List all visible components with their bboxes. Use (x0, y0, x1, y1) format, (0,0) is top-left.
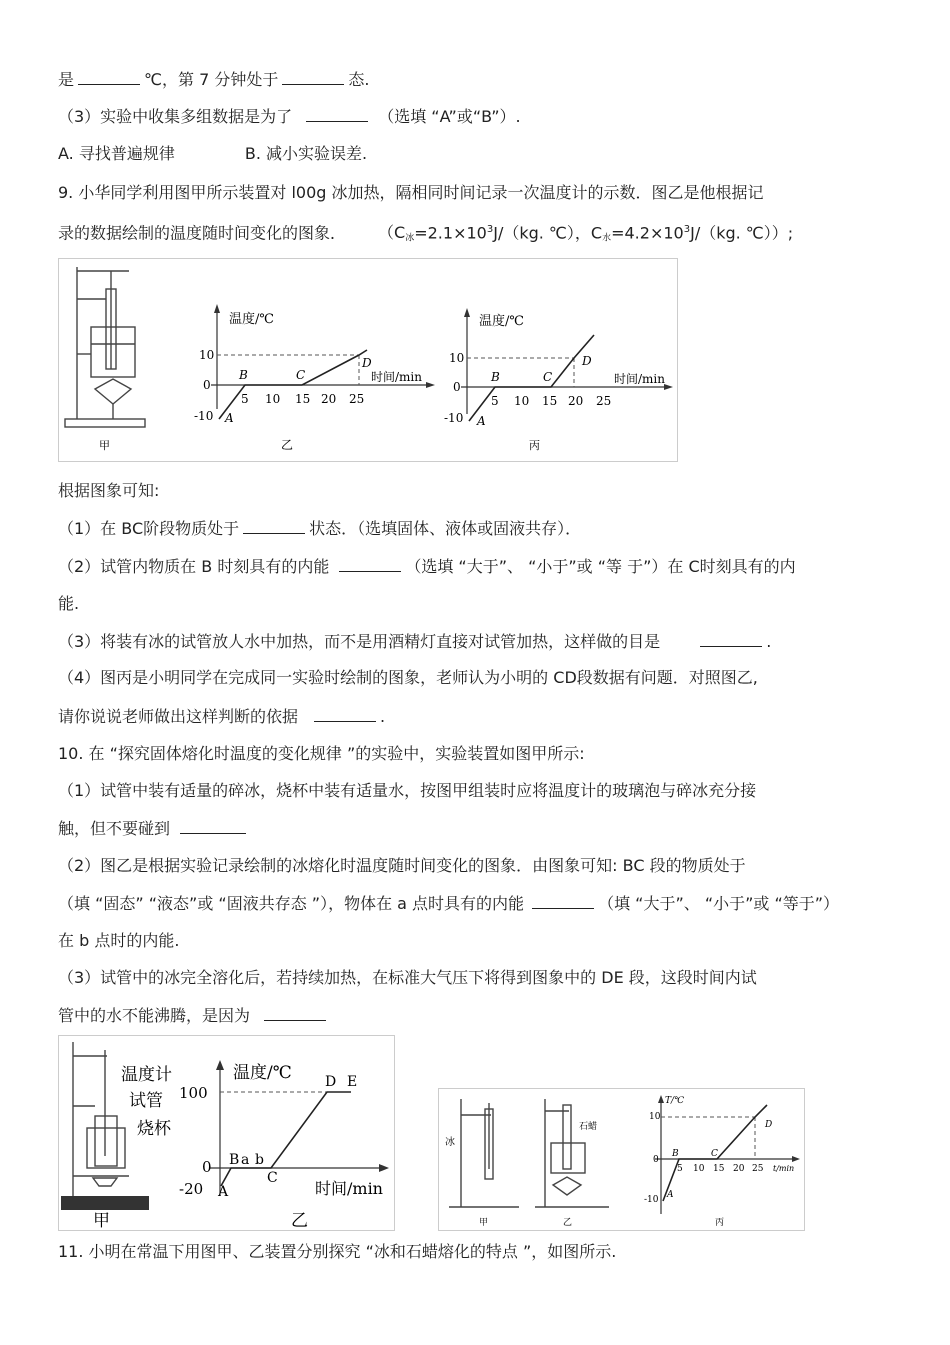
x-tick: 5 (491, 394, 499, 408)
chart-bing (444, 308, 673, 428)
y-axis-label: 温度/℃ (479, 314, 524, 329)
label-wax: 石蜡 (579, 1122, 598, 1132)
point-label-D: D (325, 1074, 337, 1090)
q10-sub2-cont2: 在 b 点时的内能. (58, 931, 180, 950)
x-tick: 20 (321, 392, 337, 406)
q9-sub2: （2）试管内物质在 B 时刻具有的内能 （选填 “大于”、 “小于”或 “等 于”）在 C时刻具有的内 (58, 557, 796, 576)
q9-stem-2: 录的数据绘制的温度随时间变化的图象． （$C_冰=2.1\times 10^3J/(kg$. ℃），$C_水=4.2\times 10^3J/(kg$. ℃））; (58, 223, 794, 244)
label-bing: 丙 (715, 1218, 725, 1228)
label-ice: 冰 (445, 1137, 455, 1148)
point-label-b: b (255, 1152, 264, 1168)
y-tick: -10 (644, 1195, 659, 1205)
x-tick: 10 (265, 392, 281, 406)
q9-sub4-cont: 请你说说老师做出这样判断的依据 . (58, 707, 386, 726)
point-label-E: E (347, 1074, 358, 1090)
answer-blank[interactable] (282, 68, 344, 85)
y-tick: 10 (199, 348, 215, 362)
point-label-C: C (543, 370, 553, 384)
label-tube: 试管 (129, 1091, 163, 1111)
point-label-D: D (765, 1120, 773, 1130)
x-axis-label: 时间/min (371, 370, 422, 384)
label-yi: 乙 (291, 1211, 308, 1230)
answer-blank[interactable] (306, 105, 368, 122)
point-label-a: a (241, 1152, 250, 1168)
answer-blank[interactable] (180, 817, 246, 834)
answer-blank[interactable] (243, 517, 305, 534)
q9-sub4: （4）图丙是小明同学在完成同一实验时绘制的图象，老师认为小明的 CD段数据有问题．对照图乙, (58, 668, 758, 687)
q11-stem: 11. 小明在常温下用图甲、乙装置分别探究 “冰和石蜡熔化的特点 ”，如图所示. (58, 1242, 617, 1261)
x-tick: 10 (514, 394, 530, 408)
y-axis-label: 温度/℃ (229, 312, 274, 327)
q9-stem-1: 9. 小华同学利用图甲所示装置对 l00g 冰加热，隔相同时间记录一次温度计的示数．图乙是他根据记 (58, 183, 764, 202)
curve-bing (469, 335, 594, 421)
label-beaker: 烧杯 (137, 1119, 171, 1139)
point-label-C: C (267, 1170, 278, 1186)
point-label-A: A (667, 1190, 674, 1200)
y-tick: -10 (194, 409, 214, 423)
x-tick: 25 (596, 394, 612, 408)
y-tick: -10 (444, 411, 464, 425)
y-tick: 10 (649, 1112, 661, 1122)
x-axis-label: 时间/min (614, 372, 665, 386)
apparatus-jia (65, 267, 145, 427)
label-thermometer: 温度计 (121, 1065, 172, 1085)
x-tick: 20 (568, 394, 584, 408)
label-jia: 甲 (99, 439, 110, 452)
y-tick: 0 (202, 1158, 212, 1176)
q9-sub2-cont: 能. (58, 594, 80, 613)
q10-sub1: （1）试管中装有适量的碎冰，烧杯中装有适量水，按图甲组装时应将温度计的玻璃泡与碎冰充分接 (58, 781, 757, 800)
answer-blank[interactable] (339, 555, 401, 572)
y-tick: 0 (653, 1155, 659, 1165)
answer-blank[interactable] (78, 68, 140, 85)
y-axis-label: T/℃ (665, 1096, 685, 1106)
chart-yi (194, 304, 435, 425)
label-yi: 乙 (563, 1218, 573, 1228)
x-tick: 20 (733, 1164, 745, 1174)
label-jia: 甲 (93, 1211, 110, 1230)
q8-options: A. 寻找普遍规律 B. 减小实验误差. (58, 144, 368, 163)
point-label-C: C (711, 1149, 718, 1159)
answer-blank[interactable] (314, 705, 376, 722)
x-axis-label: t/min (773, 1164, 795, 1173)
chart-yi (179, 1060, 389, 1200)
y-tick: 0 (453, 380, 461, 394)
point-label-C: C (296, 368, 306, 382)
point-label-A: A (225, 411, 234, 425)
point-label-A: A (218, 1184, 229, 1200)
point-label-D: D (582, 354, 592, 368)
x-tick: 15 (542, 394, 558, 408)
q10-sub3-cont: 管中的水不能沸腾，是因为 (58, 1004, 330, 1027)
q10-sub1-cont: 触，但不要碰到 (58, 817, 250, 840)
figure-q11 (438, 1088, 805, 1231)
y-tick: 100 (179, 1084, 208, 1102)
answer-blank[interactable] (264, 1004, 326, 1021)
x-tick: 25 (349, 392, 365, 406)
q10-sub3: （3）试管中的冰完全溶化后，若持续加热，在标准大气压下将得到图象中的 DE 段，这段时间内试 (58, 968, 757, 987)
x-tick: 15 (295, 392, 311, 406)
q9-sub3: （3）将装有冰的试管放人水中加热，而不是用酒精灯直接对试管加热，这样做的目是 . (58, 632, 772, 651)
figure-q10 (58, 1035, 395, 1231)
curve-yi (221, 1092, 351, 1186)
q9-sub1: （1）在 BC阶段物质处于 状态．（选填固体、液体或固液共存）． (58, 519, 582, 538)
x-tick: 15 (713, 1164, 725, 1174)
q9-intro: 根据图象可知: (58, 481, 160, 500)
point-label-D: D (362, 356, 372, 370)
answer-blank[interactable] (700, 630, 762, 647)
x-tick: 5 (241, 392, 249, 406)
q8-line-1: 是 ℃，第 7 分钟处于 态. (58, 70, 370, 89)
label-bing: 丙 (529, 439, 540, 452)
q10-sub2-cont: （填 “固态” “液态”或 “固液共存态 ”），物体在 a 点时具有的内能 （填 “大于”、 “小于”或 “等于”） (58, 894, 840, 913)
point-label-B: B (239, 368, 248, 382)
figure-q9 (58, 258, 678, 462)
q8-line-2: （3）实验中收集多组数据是为了 （选填 “A”或“B”）. (58, 107, 521, 126)
q10-stem: 10. 在 “探究固体熔化时温度的变化规律 ”的实验中，实验装置如图甲所示: (58, 744, 585, 763)
y-tick: 0 (203, 378, 211, 392)
point-label-B: B (229, 1152, 240, 1168)
apparatus-yi (535, 1099, 609, 1207)
chart-bing (644, 1095, 800, 1214)
apparatus-jia (449, 1099, 519, 1207)
point-label-A: A (477, 414, 486, 428)
x-axis-label: 时间/min (315, 1179, 383, 1198)
x-tick: 25 (752, 1164, 764, 1174)
point-label-B: B (491, 370, 500, 384)
answer-blank[interactable] (532, 892, 594, 909)
label-jia: 甲 (479, 1218, 489, 1228)
x-tick: 5 (677, 1164, 683, 1174)
q10-sub2: （2）图乙是根据实验记录绘制的冰熔化时温度随时间变化的图象．由图象可知: BC 段的物质处于 (58, 856, 746, 875)
y-axis-label: 温度/℃ (233, 1063, 292, 1083)
y-tick: 10 (449, 351, 465, 365)
y-tick: -20 (179, 1180, 204, 1198)
point-label-B: B (672, 1149, 679, 1159)
x-tick: 10 (693, 1164, 705, 1174)
label-yi: 乙 (281, 438, 294, 452)
